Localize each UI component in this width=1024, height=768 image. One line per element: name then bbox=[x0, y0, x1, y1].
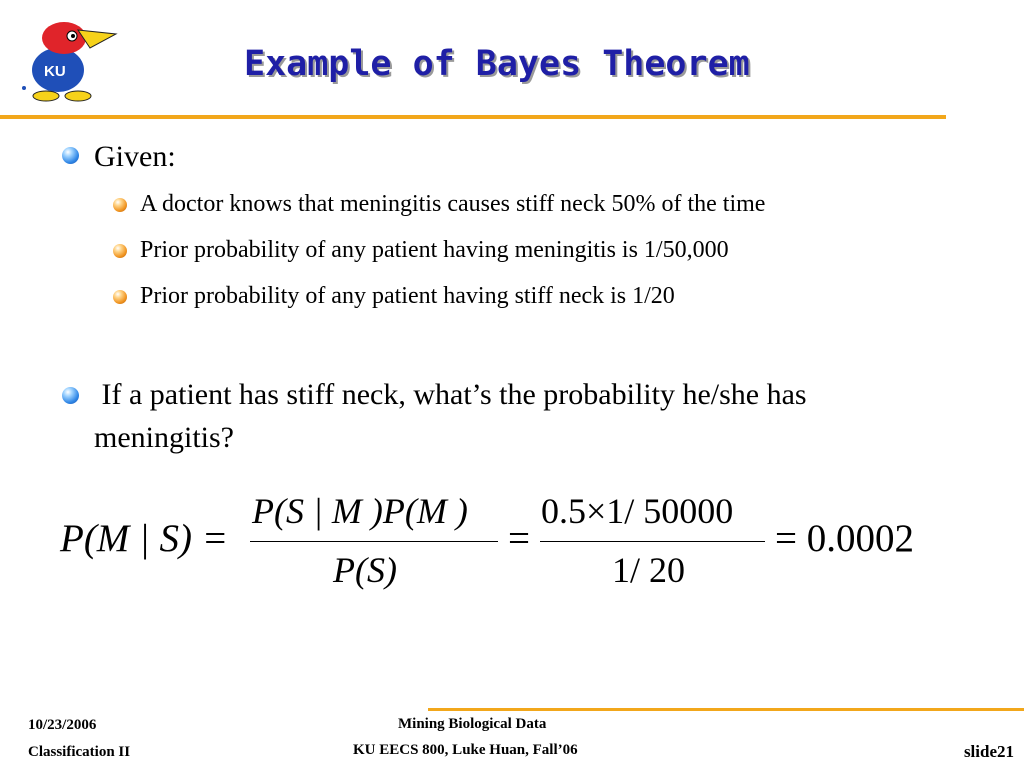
question-line-2: meningitis? bbox=[94, 421, 234, 454]
logo-text: KU bbox=[44, 63, 66, 80]
jayhawk-logo bbox=[20, 18, 118, 102]
sub-bullet-icon bbox=[113, 290, 127, 304]
title-divider bbox=[0, 115, 946, 119]
equation-lhs: P(M | S) = bbox=[60, 517, 229, 560]
footer-course-info: KU EECS 800, Luke Huan, Fall’06 bbox=[353, 742, 578, 758]
sub-bullet-icon bbox=[113, 244, 127, 258]
sub-item-3: Prior probability of any patient having stiff neck is 1/20 bbox=[140, 283, 675, 309]
fraction-bar-2 bbox=[540, 541, 765, 542]
equation-numerator-1: P(S | M )P(M ) bbox=[252, 491, 468, 531]
given-label: Given: bbox=[94, 140, 176, 173]
sub-bullet-icon bbox=[113, 198, 127, 212]
equation-equals: = bbox=[508, 517, 530, 560]
fraction-bar-1 bbox=[250, 541, 498, 542]
question-line-1: If a patient has stiff neck, what’s the probability he/she has bbox=[94, 378, 807, 411]
sub-item-2: Prior probability of any patient having meningitis is 1/50,000 bbox=[140, 237, 729, 263]
footer-date: 10/23/2006 bbox=[28, 717, 97, 733]
equation-numerator-2: 0.5×1/ 50000 bbox=[541, 491, 734, 531]
equation-result: = 0.0002 bbox=[775, 517, 914, 560]
bullet-icon bbox=[62, 387, 79, 404]
equation-denominator-1: P(S) bbox=[333, 550, 397, 590]
equation-denominator-2: 1/ 20 bbox=[612, 550, 686, 590]
slide-number: slide21 bbox=[963, 742, 1014, 761]
footer-course-title: Mining Biological Data bbox=[398, 716, 547, 732]
sub-item-1: A doctor knows that meningitis causes stiff neck 50% of the time bbox=[140, 191, 766, 217]
bullet-icon bbox=[62, 147, 79, 164]
footer-divider bbox=[428, 708, 1024, 711]
slide-title: Example of Bayes Theorem bbox=[244, 44, 750, 84]
footer-topic: Classification II bbox=[28, 744, 131, 760]
